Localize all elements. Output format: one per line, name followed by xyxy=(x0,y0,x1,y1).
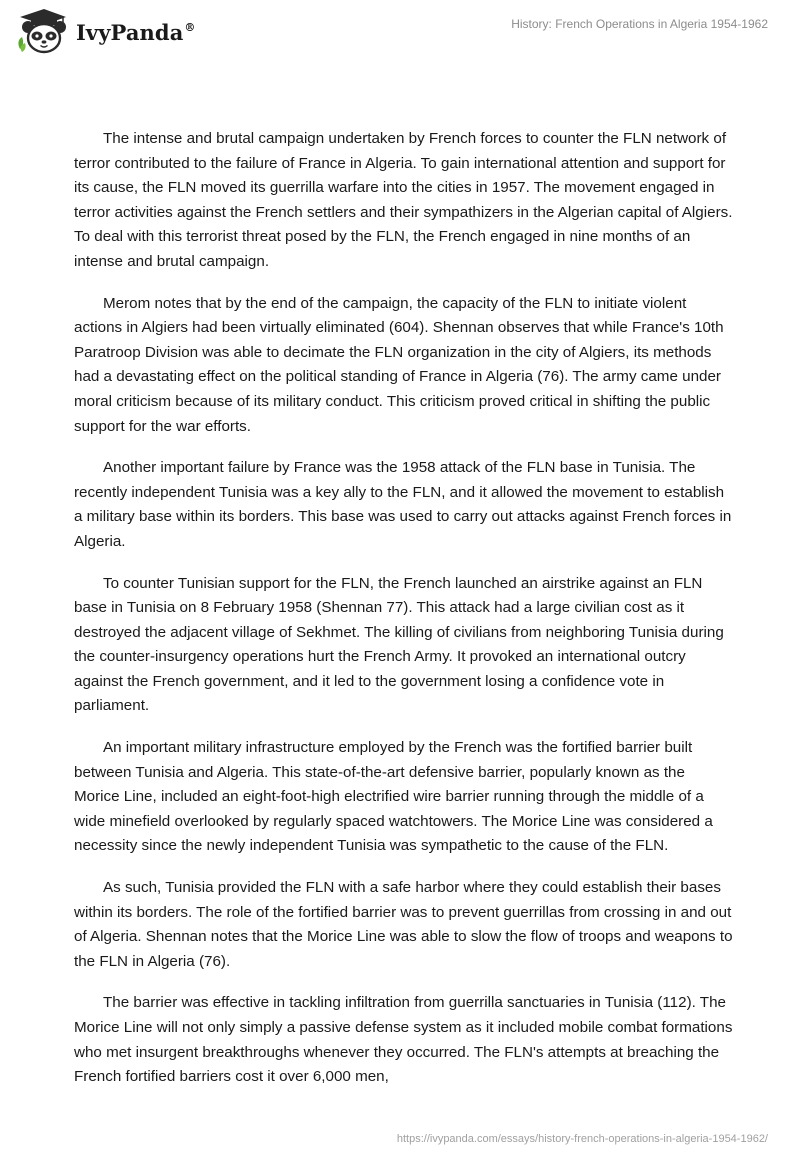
brand-name: IvyPanda® xyxy=(76,19,196,45)
paragraph: Merom notes that by the end of the campaign, the capacity of the FLN to initiate violent actions in Algiers had been virtually eliminated (604). Shennan observes that while France's 10th Paratroop Division was able to decimate the FLN organization in the city of Algiers, its methods had a devastating effect on the political standing of France in Algeria (76). The army came under moral criticism because of its military conduct. This criticism proved critical in shifting the public support for the war efforts. xyxy=(74,294,724,435)
ivypanda-logo[interactable] xyxy=(14,8,196,54)
source-url[interactable]: https://ivypanda.com/essays/history-french-operations-in-algeria-1954-1962/ xyxy=(396,1133,768,1145)
essay-body xyxy=(74,127,734,1107)
paragraph: The barrier was effective in tackling infiltration from guerrilla sanctuaries in Tunisia (112). The Morice Line will not only simply a passive defense system as it included mobile combat formations who met insurgent breakthroughs whenever they occurred. The FLN's attempts at breaching the French fortified barriers cost it over 6,000 men, xyxy=(74,994,733,1086)
paragraph: To counter Tunisian support for the FLN, the French launched an airstrike against an FLN base in Tunisia on 8 February 1958 (Shennan 77). This attack had a large civilian cost as it destroyed the adjacent village of Sekhmet. The killing of civilians from neighboring Tunisia during the counter-insurgency operations hurt the French Army. It provoked an international outcry against the French government, and it led to the government losing a confidence vote in parliament. xyxy=(74,574,724,715)
paragraph: Another important failure by France was the 1958 attack of the FLN base in Tunisia. The recently independent Tunisia was a key ally to the FLN, and it allowed the movement to establish a military base within its borders. This base was used to carry out attacks against French forces in Algeria. xyxy=(74,459,732,550)
panda-logo-icon xyxy=(14,8,70,54)
page-header xyxy=(0,0,800,64)
paragraph: The intense and brutal campaign undertaken by French forces to counter the FLN network of terror contributed to the failure of France in Algeria. To gain international attention and support for its cause, the FLN moved its guerrilla warfare into the cities in 1957. The movement engaged in terror activities against the French settlers and their sympathizers in the Algerian capital of Algiers. To deal with this terrorist threat posed by the FLN, the French engaged in nine months of an intense and brutal campaign. xyxy=(74,130,733,270)
document-title: History: French Operations in Algeria 1954-1962 xyxy=(511,17,768,31)
paragraph: As such, Tunisia provided the FLN with a safe harbor where they could establish their bases within its borders. The role of the fortified barrier was to prevent guerrillas from crossing in and out of Algeria. Shennan notes that the Morice Line was able to slow the flow of troops and weapons to the FLN in Algeria (76). xyxy=(74,879,733,970)
paragraph: An important military infrastructure employed by the French was the fortified barrier built between Tunisia and Algeria. This state-of-the-art defensive barrier, popularly known as the Morice Line, included an eight-foot-high electrified wire barrier running through the middle of a wide minefield overlooked by regularly spaced watchtowers. The Morice Line was considered a necessity since the newly independent Tunisia was sympathetic to the cause of the FLN. xyxy=(74,739,713,855)
